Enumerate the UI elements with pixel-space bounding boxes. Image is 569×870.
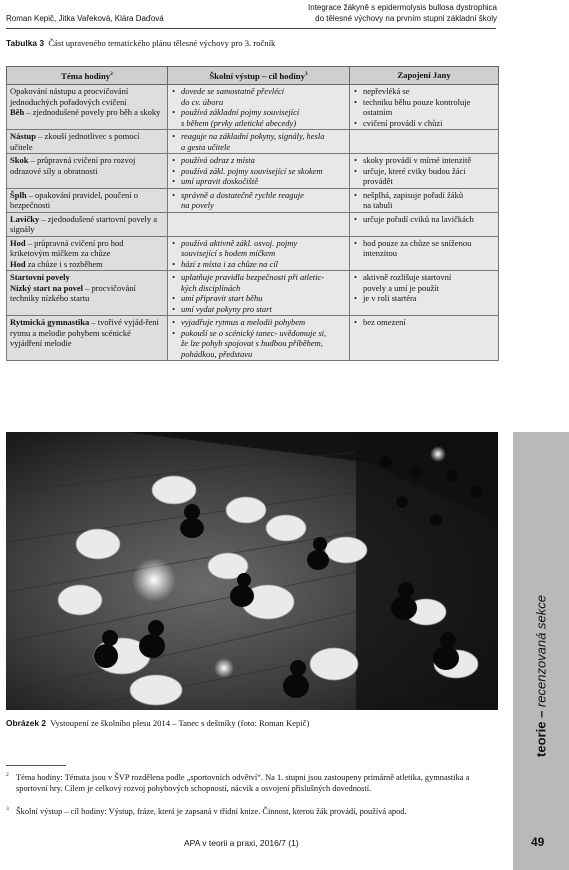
outcome-item bbox=[171, 166, 346, 177]
topic-paragraph: Nízký start na povel – procvičování techniky nízkého startu bbox=[10, 282, 136, 303]
table-caption-label: Tabulka 3 bbox=[6, 38, 45, 48]
cell-involvement bbox=[350, 271, 499, 316]
item-line: • používá odraz z místa bbox=[181, 155, 255, 165]
cell-outcome bbox=[168, 212, 350, 236]
involvement-item bbox=[353, 293, 495, 304]
item-line: • umí upravit doskočiště bbox=[181, 176, 258, 186]
header-title-line2: do tělesné výchovy na prvním stupni základní školy bbox=[315, 14, 497, 23]
outcome-item bbox=[171, 272, 346, 293]
umbrella-dance-image bbox=[6, 432, 498, 710]
cell-outcome bbox=[168, 130, 350, 154]
dance-photo bbox=[6, 432, 498, 710]
footnote-3 bbox=[6, 806, 500, 817]
topic-paragraph: Hod – průpravná cvičení pro hod kriketovým míčkem za chůze bbox=[10, 237, 124, 258]
footnote-rule bbox=[6, 765, 66, 766]
outcome-item bbox=[171, 190, 346, 211]
table-row bbox=[7, 271, 499, 316]
outcome-item bbox=[171, 86, 346, 107]
item-line: • je v roli startéra bbox=[363, 293, 417, 303]
cell-involvement bbox=[350, 130, 499, 154]
involvement-item bbox=[353, 272, 495, 293]
outcome-item bbox=[171, 131, 346, 152]
item-line: • umí vydat pokyny pro start bbox=[181, 303, 272, 314]
header-title-line1: Integrace žákyně s epidermolysis bullosa dystrophica bbox=[308, 3, 497, 12]
item-line: kých disciplínách bbox=[181, 282, 241, 293]
item-line: • reaguje na základní pokyny, signály, hesla bbox=[181, 131, 325, 141]
item-line: • pokouší se o scénický tanec- uvědomuje si, bbox=[181, 327, 327, 338]
item-line: • vyjadřuje rytmus a melodii pohybem bbox=[181, 317, 306, 327]
topic-paragraph: Šplh – opakování pravidel, poučení o bezpečnosti bbox=[10, 189, 138, 210]
outcome-item bbox=[171, 304, 346, 315]
outcome-item bbox=[171, 293, 346, 304]
item-line: • určuje, které cviky budou žáci bbox=[363, 165, 466, 176]
page-number: 49 bbox=[531, 835, 545, 849]
footnote-2-text: Téma hodiny: Témata jsou v ŠVP rozdělena podle „sportovních odvětví“. Na 1. stupni jsou zastoupeny primárně atletika, gymnastika a sportovní hry. Cílem je celkový rozvoj pohybových schopností, nácvik a osvojení příslušných dovedností. bbox=[16, 773, 470, 793]
item-line: • používá základní pojmy související bbox=[181, 107, 300, 117]
figure-caption bbox=[6, 718, 309, 728]
cell-outcome bbox=[168, 85, 350, 130]
cell-involvement bbox=[350, 154, 499, 189]
involvement-item bbox=[353, 166, 495, 187]
figure-caption-text: Vystoupení ze školního plesu 2014 – Tanec s deštníky (foto: Roman Kepič) bbox=[50, 718, 310, 728]
topic-paragraph: Skok – průpravná cvičení pro rozvoj odrazové síly a obratnosti bbox=[10, 155, 136, 176]
cell-involvement bbox=[350, 236, 499, 271]
outcome-item bbox=[171, 328, 346, 360]
item-line: • umí připravit start běhu bbox=[181, 293, 263, 303]
item-line: na povely bbox=[181, 200, 214, 210]
item-line: pohádkou, představu bbox=[181, 348, 253, 359]
involvement-item bbox=[353, 97, 495, 118]
outcome-item bbox=[171, 107, 346, 128]
cell-outcome bbox=[168, 188, 350, 212]
item-line: že lze pohyb spojovat s hudbou příběhem, bbox=[181, 338, 323, 348]
item-line: intenzitou bbox=[363, 248, 397, 258]
header-authors: Roman Kepič, Jitka Vařeková, Klára Daďová bbox=[6, 14, 164, 23]
item-line: provádět bbox=[363, 176, 393, 186]
item-line: • aktivně rozlišuje startovní bbox=[363, 272, 452, 282]
topic-paragraph: Běh – zjednodušené povely pro běh a skoky bbox=[10, 107, 161, 117]
header-rule bbox=[6, 28, 496, 29]
cell-involvement bbox=[350, 188, 499, 212]
item-line: související s hodem míčkem bbox=[181, 248, 276, 258]
cell-involvement bbox=[350, 316, 499, 361]
item-line: • cvičení provádí v chůzi bbox=[363, 117, 443, 128]
col-header-outcome: Školní výstup – cíl hodiny$^3$ bbox=[168, 67, 350, 85]
topic-paragraph: Startovní povely bbox=[10, 272, 70, 282]
cell-topic bbox=[7, 271, 168, 316]
item-line: s během (prvky atletické abecedy) bbox=[181, 117, 297, 128]
item-line: • správně a dostatečně rychle reaguje bbox=[181, 189, 304, 200]
item-line: • techniku běhu pouze kontroluje bbox=[363, 96, 471, 107]
outcome-item bbox=[171, 176, 346, 187]
table-header-row bbox=[7, 67, 499, 85]
cell-topic bbox=[7, 188, 168, 212]
involvement-item bbox=[353, 214, 495, 225]
item-line: • nešplhá, zapisuje pořadí žáků bbox=[363, 189, 464, 200]
item-line: • nepřevléká se bbox=[363, 86, 410, 96]
topic-paragraph: Rytmická gymnastika – tvořivé vyjád-řeni rytmu a melodie pohybem scénické vyjádření melodie bbox=[10, 317, 159, 348]
item-line: • hod pouze za chůze se sníženou bbox=[363, 237, 472, 248]
table-row bbox=[7, 154, 499, 189]
table-row bbox=[7, 188, 499, 212]
outcome-item bbox=[171, 317, 346, 328]
footnote-2 bbox=[6, 772, 500, 794]
cell-outcome bbox=[168, 316, 350, 361]
cell-topic bbox=[7, 154, 168, 189]
outcome-item bbox=[171, 238, 346, 259]
item-line: • bez omezení bbox=[363, 317, 406, 327]
involvement-item bbox=[353, 86, 495, 97]
figure-caption-label: Obrázek 2 bbox=[6, 718, 47, 728]
item-line: • hází z místa i za chůze na cíl bbox=[181, 258, 279, 269]
journal-footer: APA v teorii a praxi, 2016/7 (1) bbox=[184, 838, 299, 848]
item-line: ostatním bbox=[363, 107, 393, 117]
cell-involvement bbox=[350, 212, 499, 236]
involvement-item bbox=[353, 155, 495, 166]
outcome-item bbox=[171, 155, 346, 166]
item-line: do cv. úboru bbox=[181, 96, 224, 107]
involvement-item bbox=[353, 190, 495, 211]
cell-involvement bbox=[350, 85, 499, 130]
cell-topic bbox=[7, 212, 168, 236]
table-caption-text: Část upraveného tematického plánu tělesné výchovy pro 3. ročník bbox=[48, 38, 276, 48]
cell-outcome bbox=[168, 154, 350, 189]
table-row bbox=[7, 236, 499, 271]
cell-topic bbox=[7, 236, 168, 271]
table-caption bbox=[6, 38, 496, 48]
col-header-involvement: Zapojení Jany bbox=[350, 67, 499, 85]
cell-outcome bbox=[168, 271, 350, 316]
cell-topic bbox=[7, 85, 168, 130]
table-row bbox=[7, 316, 499, 361]
col-header-topic: Téma hodiny$^2$ bbox=[7, 67, 168, 85]
item-line: • používá zákl. pojmy související se skokem bbox=[181, 165, 323, 176]
table-row bbox=[7, 130, 499, 154]
involvement-item bbox=[353, 317, 495, 328]
footnote-3-text: Školní výstup – cíl hodiny: Výstup, fráze, která je zapsaná v třídní knize. Činnost, kterou žák provádí, používá apod. bbox=[16, 807, 407, 816]
table-row bbox=[7, 85, 499, 130]
side-tab-sub: recenzovaná sekce bbox=[533, 595, 549, 708]
involvement-item bbox=[353, 118, 495, 129]
item-line: a gesta učitele bbox=[181, 141, 231, 152]
topic-paragraph: Opakování nástupu a procvičování jednoduchých pořadových cvičení bbox=[10, 86, 129, 107]
item-line: povely a umí je použít bbox=[363, 282, 440, 293]
involvement-item bbox=[353, 238, 495, 259]
outcome-item bbox=[171, 259, 346, 270]
topic-paragraph: Lavičky – zjednodušené startovní povely a signály bbox=[10, 213, 158, 234]
lesson-plan-table bbox=[6, 66, 499, 361]
table-body bbox=[7, 85, 499, 361]
item-line: • skoky provádí v mírné intenzitě bbox=[363, 155, 472, 165]
side-tab-dash: – bbox=[533, 707, 549, 722]
item-line: • uplatňuje pravidla bezpečnosti při atletic- bbox=[181, 272, 325, 282]
side-tab-label bbox=[534, 595, 549, 757]
header-title bbox=[237, 2, 497, 24]
cell-outcome bbox=[168, 236, 350, 271]
item-line: na tabuli bbox=[363, 200, 393, 210]
cell-topic bbox=[7, 316, 168, 361]
side-tab-main: teorie bbox=[533, 721, 549, 757]
footnote-3-number: 3 bbox=[6, 806, 9, 812]
footnote-2-number: 2 bbox=[6, 772, 9, 778]
topic-paragraph: Hod za chůze i s rozběhem bbox=[10, 258, 103, 269]
cell-topic bbox=[7, 130, 168, 154]
topic-paragraph: Nástup – zkouší jednotlivec s pomocí učitele bbox=[10, 131, 140, 152]
table-row bbox=[7, 212, 499, 236]
item-line: • používá aktivně zákl. osvoj. pojmy bbox=[181, 237, 298, 248]
item-line: • dovede se samostatně převléci bbox=[181, 86, 285, 96]
item-line: • určuje pořadí cviků na lavičkách bbox=[363, 213, 474, 224]
